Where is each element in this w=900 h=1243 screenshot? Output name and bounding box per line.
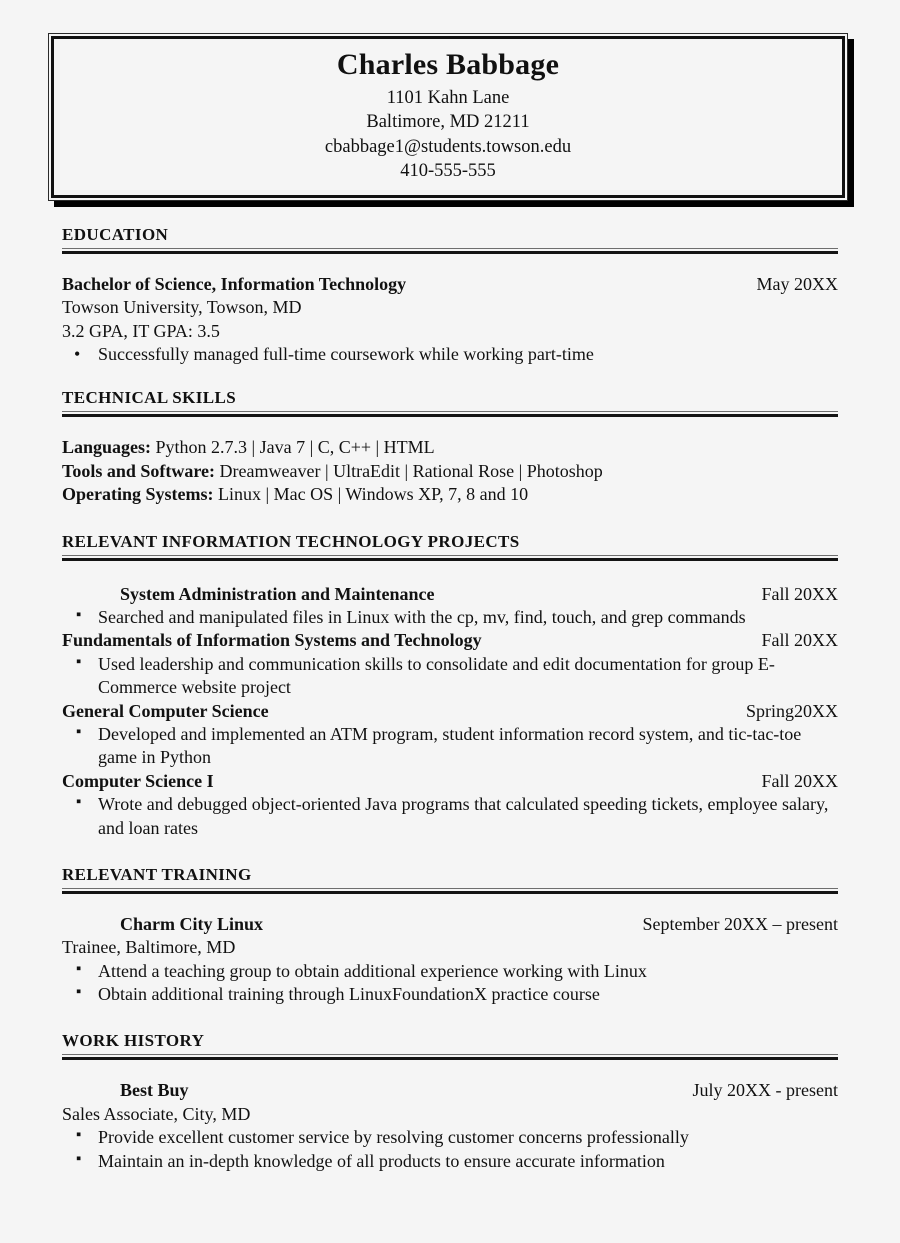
skills-value: Dreamweaver | UltraEdit | Rational Rose | Photoshop	[219, 460, 603, 481]
section-education	[62, 225, 838, 367]
section-heading-training: RELEVANT TRAINING	[62, 864, 252, 884]
education-body	[62, 273, 838, 367]
project-date: Fall 20XX	[761, 583, 838, 604]
section-work-history	[62, 1031, 838, 1173]
project-bullet-list	[62, 723, 838, 770]
project-title: Fundamentals of Information Systems and Technology	[62, 630, 482, 651]
section-heading-work-history: WORK HISTORY	[62, 1031, 205, 1051]
section-divider-work-history	[62, 1054, 838, 1060]
projects-body	[62, 583, 838, 840]
education-gpa: 3.2 GPA, IT GPA: 3.5	[62, 320, 220, 341]
project-date: Spring20XX	[745, 700, 838, 721]
candidate-phone: 410-555-555	[400, 161, 496, 182]
skills-value: Python 2.7.3 | Java 7 | C, C++ | HTML	[155, 437, 435, 458]
list-item: • Successfully managed full-time coursework while working part-time	[62, 343, 838, 366]
skills-row	[62, 460, 838, 483]
training-body	[62, 913, 838, 1007]
project-bullet-list	[62, 606, 838, 629]
project-title: System Administration and Maintenance	[120, 583, 435, 604]
skills-value: Linux | Mac OS | Windows XP, 7, 8 and 10	[218, 484, 529, 505]
list-item: ▪ Obtain additional training through LinuxFoundationX practice course	[62, 983, 838, 1006]
section-projects	[62, 532, 838, 840]
list-item: ▪ Provide excellent customer service by resolving customer concerns professionally	[62, 1126, 838, 1149]
project-bullet-list	[62, 793, 838, 840]
section-heading-technical-skills: TECHNICAL SKILLS	[62, 388, 237, 408]
project-title: Computer Science I	[62, 770, 214, 791]
candidate-city-state-zip: Baltimore, MD 21211	[366, 112, 530, 133]
section-technical-skills	[62, 388, 838, 506]
education-school: Towson University, Towson, MD	[62, 297, 302, 318]
training-entry-header	[62, 913, 838, 936]
header-outer-border	[48, 33, 848, 201]
section-heading-projects: RELEVANT INFORMATION TECHNOLOGY PROJECTS	[62, 531, 520, 551]
project-title: General Computer Science	[62, 700, 269, 721]
work-employer: Best Buy	[120, 1080, 189, 1101]
skills-row	[62, 483, 838, 506]
project-entry-header	[120, 583, 838, 606]
project-entry-header	[62, 629, 838, 652]
project-date: Fall 20XX	[761, 770, 838, 791]
work-history-body	[62, 1079, 838, 1173]
header-inner-border	[51, 36, 845, 198]
list-item: ▪ Attend a teaching group to obtain additional experience working with Linux	[62, 960, 838, 983]
technical-skills-body	[62, 436, 838, 506]
project-bullet-list	[62, 653, 838, 700]
section-divider-training	[62, 888, 838, 894]
section-divider-technical-skills	[62, 411, 838, 417]
list-item: ▪ Maintain an in-depth knowledge of all products to ensure accurate information	[62, 1150, 838, 1173]
project-entry-header	[62, 700, 838, 723]
candidate-email: cbabbage1@students.towson.edu	[324, 136, 572, 157]
list-item: ▪ Searched and manipulated files in Linux with the cp, mv, find, touch, and grep commands	[62, 606, 838, 629]
training-date: September 20XX – present	[642, 913, 838, 934]
skills-label: Operating Systems:	[62, 484, 214, 505]
skills-row	[62, 436, 838, 459]
list-item: ▪ Used leadership and communication skills to consolidate and edit documentation for group E-Commerce website project	[62, 653, 838, 700]
work-bullet-list	[62, 1126, 838, 1173]
resume-header	[48, 33, 848, 201]
project-date: Fall 20XX	[761, 630, 838, 651]
skills-label: Tools and Software:	[62, 460, 216, 481]
work-entry-header	[62, 1079, 838, 1102]
project-entry-header	[62, 770, 838, 793]
resume-page	[0, 33, 900, 1243]
training-subtitle: Trainee, Baltimore, MD	[62, 937, 236, 958]
education-entry-header	[62, 273, 838, 296]
education-date: May 20XX	[756, 273, 838, 294]
skills-label: Languages:	[62, 437, 152, 458]
section-training	[62, 865, 838, 1007]
education-degree: Bachelor of Science, Information Technology	[62, 273, 407, 294]
list-item: ▪ Developed and implemented an ATM program, student information record system, and tic-tac-toe game in Python	[62, 723, 838, 770]
section-divider-education	[62, 248, 838, 254]
candidate-name: Charles Babbage	[336, 48, 560, 81]
training-title: Charm City Linux	[120, 913, 264, 934]
list-item: ▪ Wrote and debugged object-oriented Java programs that calculated speeding tickets, employee salary, and loan rates	[62, 793, 838, 840]
section-heading-education: EDUCATION	[62, 224, 169, 244]
training-bullet-list	[62, 960, 838, 1007]
section-divider-projects	[62, 555, 838, 561]
education-bullet-list	[62, 343, 838, 366]
work-subtitle: Sales Associate, City, MD	[62, 1103, 251, 1124]
candidate-address: 1101 Kahn Lane	[386, 87, 510, 108]
work-date: July 20XX - present	[692, 1080, 838, 1101]
